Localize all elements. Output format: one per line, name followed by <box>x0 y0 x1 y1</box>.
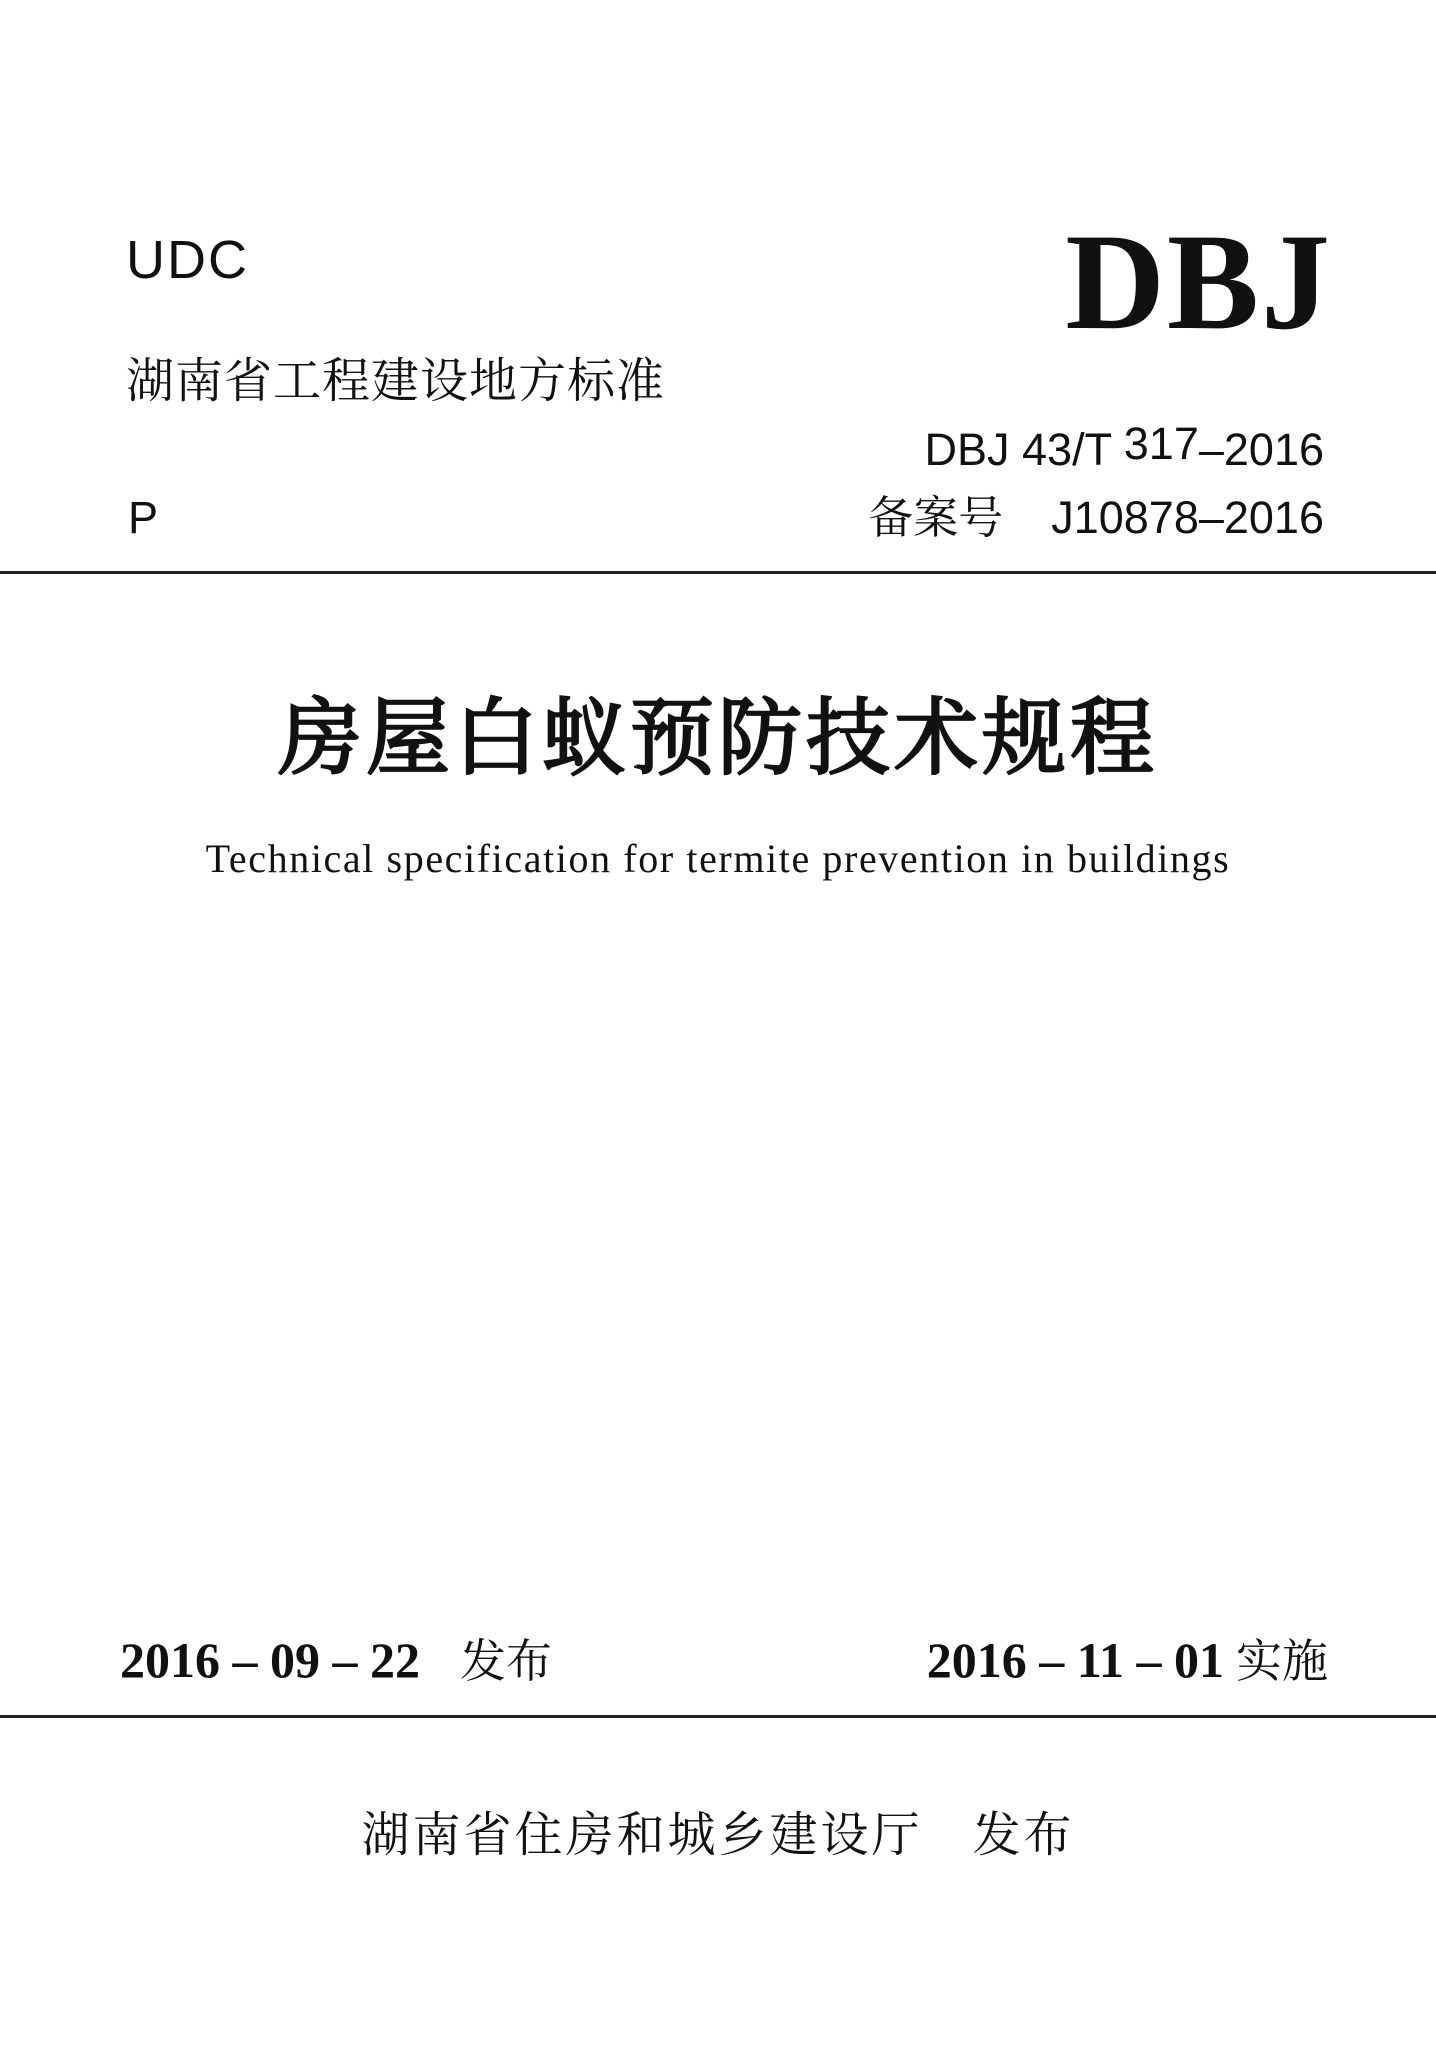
standard-code-suffix: –2016 <box>1198 424 1324 475</box>
effective-date: 2016 – 11 – 01 <box>926 1632 1224 1688</box>
publisher-line <box>0 1806 1436 1866</box>
record-number <box>868 490 1324 546</box>
effective-date-line <box>927 1630 1328 1691</box>
udc-label: UDC <box>126 230 249 290</box>
standard-type: 湖南省工程建设地方标准 <box>126 355 666 408</box>
bottom-divider <box>0 1715 1436 1718</box>
title-chinese: 房屋白蚁预防技术规程 <box>277 693 1158 786</box>
top-divider <box>0 571 1436 574</box>
title-english: Technical specification for termite prevention in buildings <box>205 836 1231 881</box>
standard-code <box>924 418 1324 478</box>
publish-label: 发布 <box>972 1809 1075 1862</box>
publisher-name: 湖南省住房和城乡建设厅 <box>361 1809 923 1862</box>
issue-date-line <box>120 1630 552 1691</box>
record-number-value: J10878–2016 <box>1051 492 1324 543</box>
standard-code-number: 317 <box>1123 418 1199 469</box>
record-label: 备案号 <box>868 492 1004 543</box>
issue-label: 发布 <box>460 1634 552 1688</box>
standard-code-prefix: DBJ 43/T <box>924 424 1124 475</box>
category-label: P <box>128 492 159 543</box>
effective-label: 实施 <box>1236 1634 1328 1688</box>
issue-date: 2016 – 09 – 22 <box>120 1632 420 1688</box>
dbj-logo: DBJ <box>1065 205 1332 358</box>
